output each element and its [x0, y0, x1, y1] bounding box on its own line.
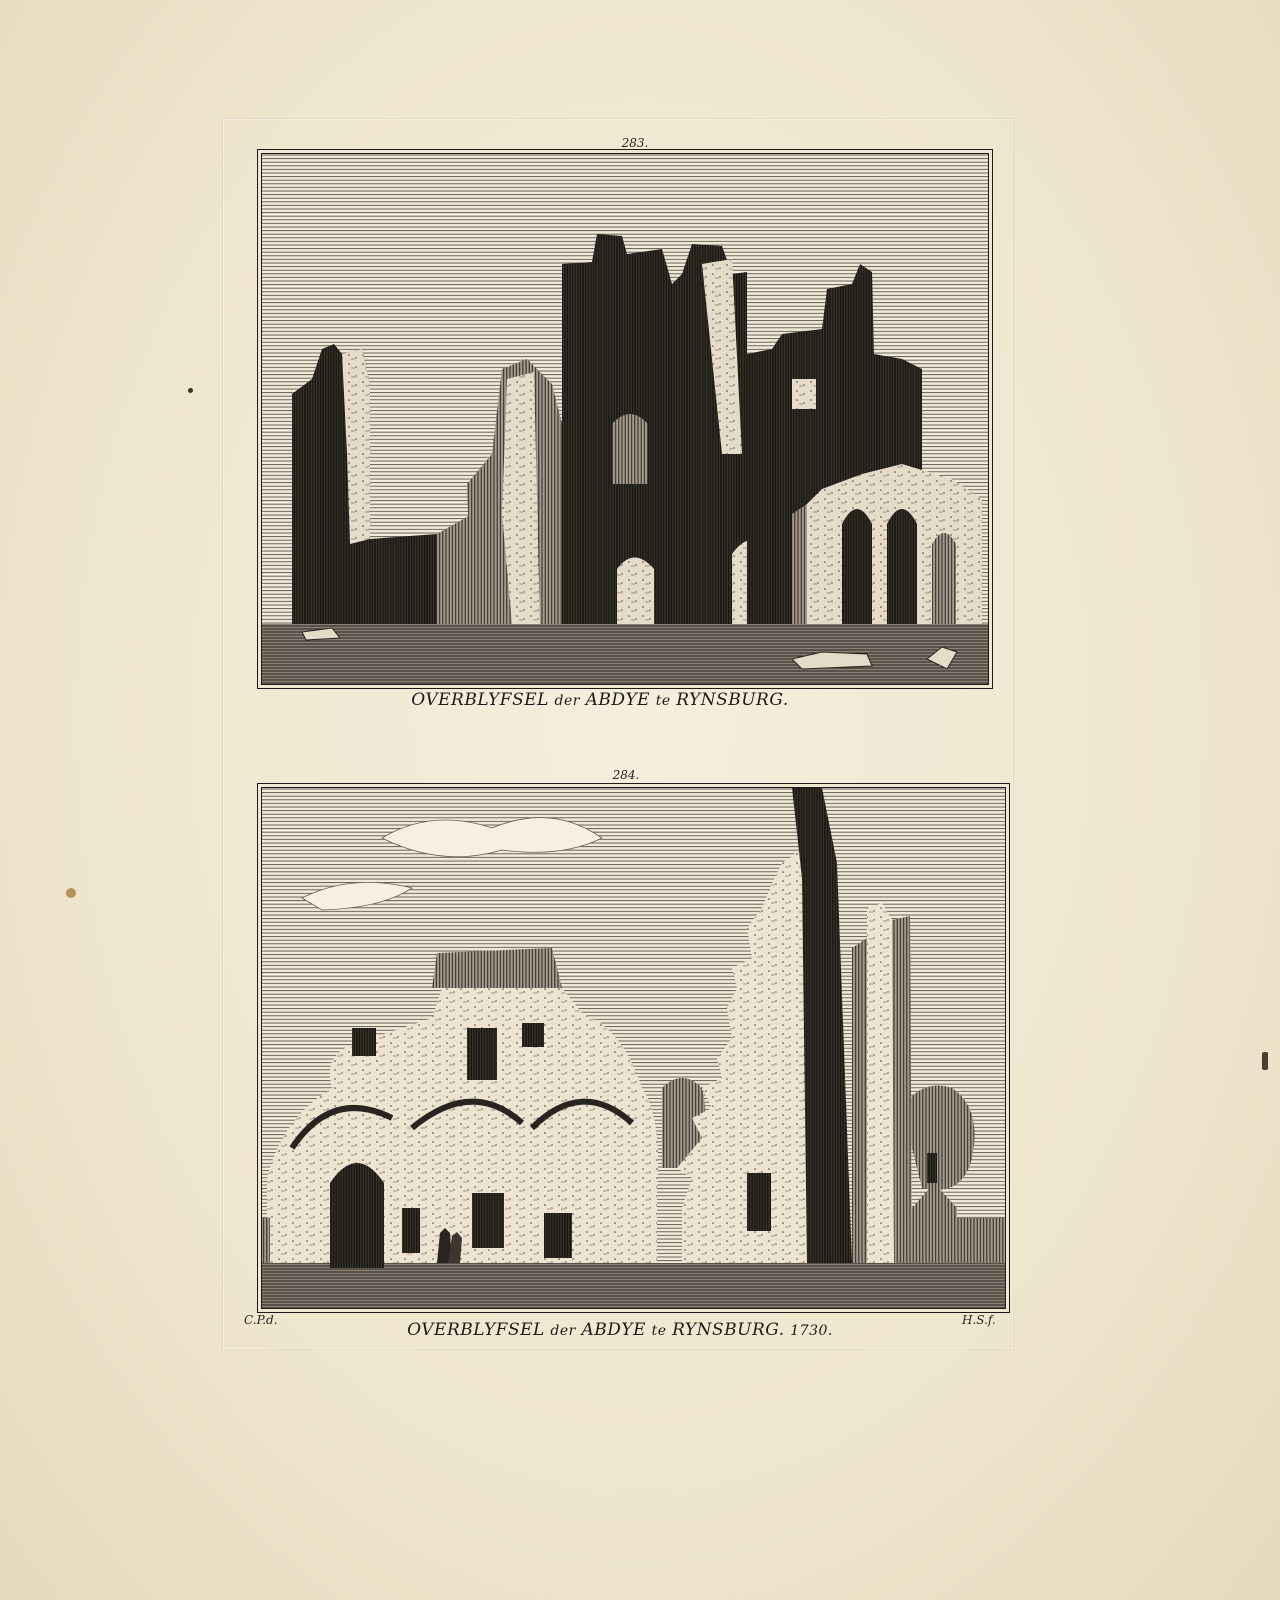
foxing-spot	[1262, 1052, 1268, 1070]
caption-283-abdye: ABDYE	[585, 690, 651, 710]
caption-284-title: OVERBLYFSEL	[407, 1320, 545, 1340]
caption-283-place: RYNSBURG.	[676, 690, 789, 710]
caption-284-abdye: ABDYE	[581, 1320, 647, 1340]
caption-283-der: der	[554, 693, 580, 709]
credit-engraver: H.S.f.	[962, 1313, 996, 1327]
caption-283-te: te	[655, 693, 671, 709]
caption-283-title: OVERBLYFSEL	[411, 690, 549, 710]
caption-284-te: te	[651, 1323, 667, 1339]
caption-283	[360, 690, 840, 710]
engraving-284-abbey-ruins	[261, 787, 1006, 1309]
engraving-283-abbey-ruins	[261, 153, 989, 685]
plate-number-284: 284.	[612, 768, 640, 782]
plate-number-283: 283.	[621, 136, 649, 150]
caption-284	[340, 1320, 900, 1340]
caption-284-year: 1730.	[790, 1323, 833, 1339]
credit-draughtsman: C.P.d.	[244, 1313, 278, 1327]
foxing-spot	[66, 888, 76, 898]
foxing-spot	[188, 388, 193, 393]
caption-284-place: RYNSBURG.	[672, 1320, 785, 1340]
caption-284-der: der	[550, 1323, 576, 1339]
